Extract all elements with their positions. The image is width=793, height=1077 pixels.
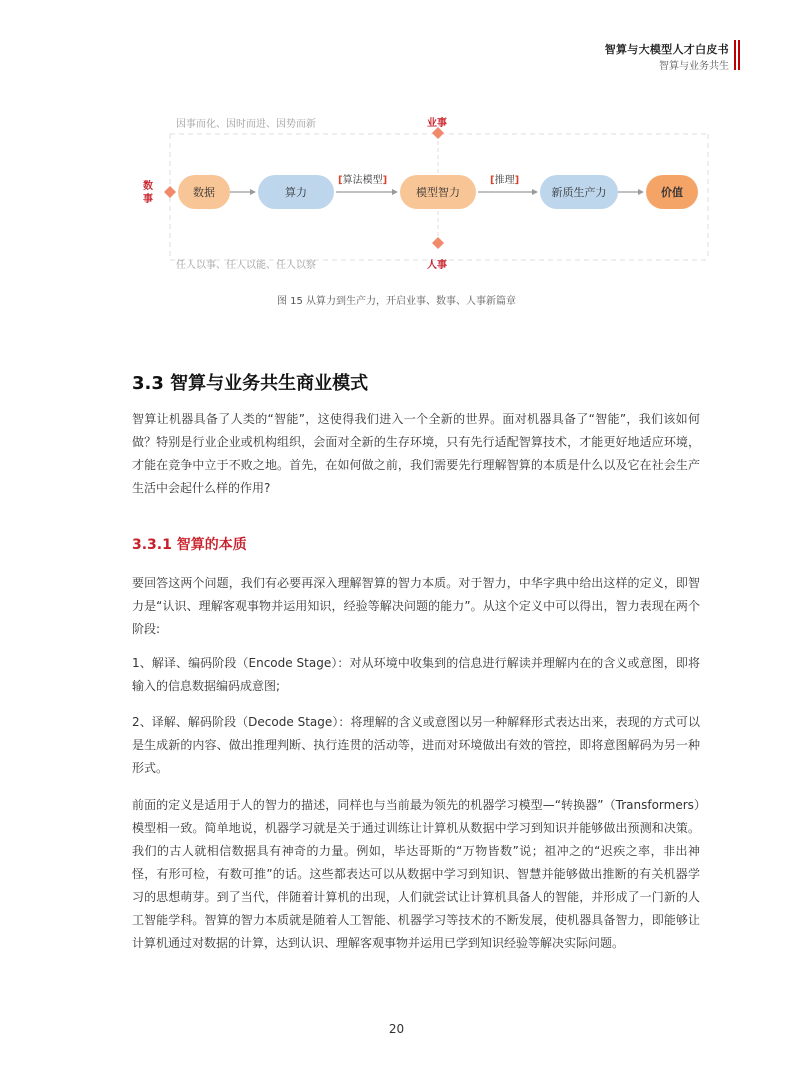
paragraph-1: 要回答这两个问题，我们有必要再深入理解智算的智力本质。对于智力，中华字典中给出这样的定义，即智力是“认识、理解客观事物并运用知识，经验等解决问题的能力”。从这个定义中可以得出，智力表现在两个阶段:	[132, 576, 700, 636]
subsection-title: 3.3.1 智算的本质	[132, 537, 247, 553]
header-accent-bar-2	[738, 40, 740, 70]
bracket-algorithm: [算法模型]	[338, 175, 388, 186]
bottom-label: 人事	[427, 260, 447, 271]
header-accent-bar	[734, 40, 736, 70]
bracket-inference: [推理]	[490, 175, 520, 186]
bracket-inference-label: 推理	[494, 175, 515, 186]
node-model-intelligence: 模型智力	[400, 175, 476, 209]
bottom-note: 任人以事、任人以能、任人以察	[176, 260, 316, 271]
bottom-diamond-icon	[432, 237, 444, 249]
header-title: 智算与大模型人才白皮书	[604, 43, 729, 56]
figure-caption: 图 15 从算力到生产力，开启业事、数事、人事新篇章	[276, 296, 517, 307]
paragraph-3: 2、译解、解码阶段（Decode Stage）：将理解的含义或意图以另一种解释形式表达出来，表现的方式可以是生成新的内容、做出推理判断、执行连贯的活动等，进而对环境做出有效的管控，即将意图解码为另一种形式。	[132, 715, 700, 775]
node-compute: 算力	[258, 175, 334, 209]
left-label: 数事	[143, 181, 153, 205]
paragraph-2: 1、解译、编码阶段（Encode Stage）：对从环境中收集到的信息进行解读并理解内在的含义或意图，即将输入的信息数据编码成意图;	[132, 656, 700, 693]
top-note: 因事而化、因时而进、因势而新	[176, 119, 316, 130]
section-title: 3.3 智算与业务共生商业模式	[132, 373, 369, 394]
node-data: 数据	[178, 175, 230, 209]
flow-diagram	[0, 100, 793, 290]
paragraph-4: 前面的定义是适用于人的智力的描述，同样也与当前最为领先的机器学习模型—“转换器”（Transformers）模型相一致。简单地说，机器学习就是关于通过训练让计算机从数据中学习到知识并能够做出预测和决策。我们的古人就相信数据具有神奇的力量。例如，毕达哥斯的“万物皆数”说；祖冲之的“迟疾之率，非出神怪，有形可检，有数可推”的话。这些都表达可以从数据中学习到知识、智慧并能够做出推断的有关机器学习的思想萌芽。到了当代，伴随着计算机的出现，人们就尝试让计算机具备人的智能，并形成了一门新的人工智能学科。智算的智力本质就是随着人工智能、机器学习等技术的不断发展，使机器具备智力，即能够让计算机通过对数据的计算，达到认识、理解客观事物并运用已学到知识经验等解决实际问题。	[132, 798, 700, 950]
bracket-algorithm-label: 算法模型	[342, 175, 383, 186]
left-diamond-icon	[164, 186, 176, 198]
header-subtitle: 智算与业务共生	[659, 61, 729, 72]
top-label: 业事	[427, 118, 447, 129]
intro-paragraph: 智算让机器具备了人类的“智能”，这使得我们进入一个全新的世界。面对机器具备了“智能”，我们该如何做？特别是行业企业或机构组织，会面对全新的生存环境，只有先行适配智算技术，才能更好地适应环境，才能在竞争中立于不败之地。首先，在如何做之前，我们需要先行理解智算的本质是什么以及它在社会生产生活中会起什么样的作用?	[132, 412, 700, 495]
node-new-productivity: 新质生产力	[540, 175, 618, 209]
page-number: 20	[388, 1022, 405, 1036]
node-value: 价值	[646, 175, 698, 209]
